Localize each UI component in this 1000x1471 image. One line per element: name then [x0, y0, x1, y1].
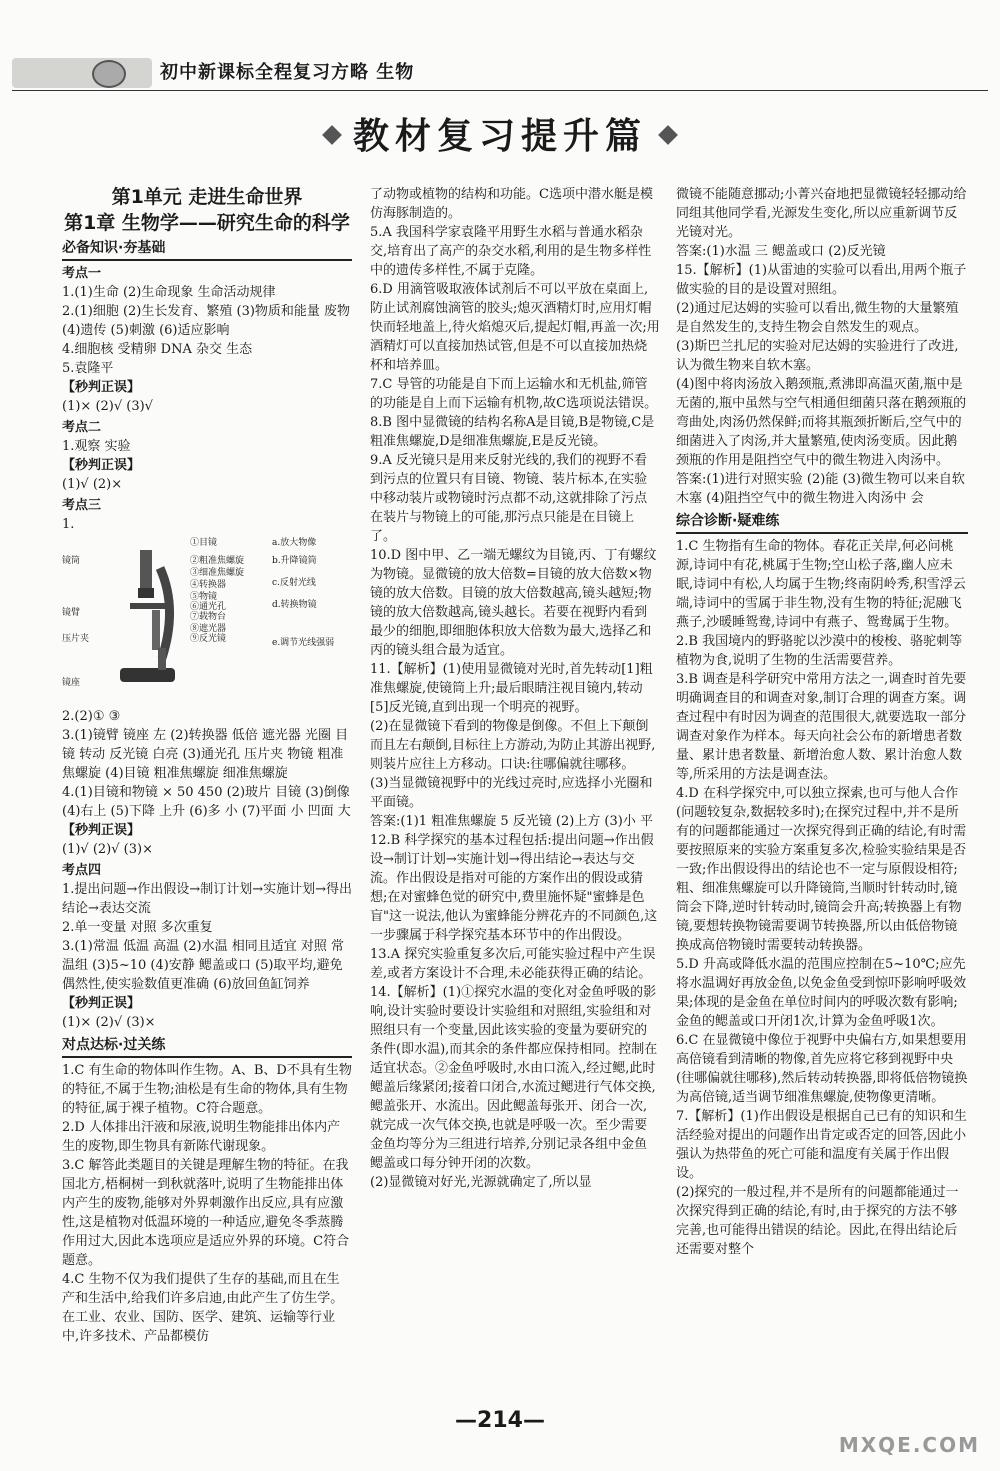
figure-label: ⑦载物台 [190, 612, 227, 622]
text-line: 14.【解析】(1)①探究水温的变化对金鱼呼吸的影响,设计实验时要设计实验组和对照组,实验组和对照组只有一个变量,因此该实验的变量为要研究的条件(即水温),而其余的条件都应保持相同。控制在适宜状态。②金鱼呼吸时,水由口流入,经过鳃,此时鳃盖后缘紧闭;接着口闭合,水流过鳃进行气体交换,鳃盖张开、水流出。因此鳃盖每张开、闭合一次,就完成一次气体交换,也就是呼吸一次。至少需要金鱼均等分为三组进行培养,分别记录各组中金鱼鳃盖或口每分钟开闭的次数。 [370, 985, 658, 1171]
quick-judge-answers: (1)× (2)√ (3)√ [62, 399, 153, 414]
text-line: (2)在显微镜下看到的物像是倒像。不但上下颠倒而且左右颠倒,目标往上方游动,为防止其游出视野,则装片应往上方移动。口诀:往哪偏就往哪移。 [370, 719, 656, 772]
kaodian-heading: 考点四 [62, 863, 102, 878]
text-line: 答案:(1)1 粗准焦螺旋 5 反光镜 (2)上方 (3)小 平 [370, 814, 653, 829]
series-title: 初中新课标全程复习方略 生物 [160, 62, 415, 83]
kaodian-2-answers [62, 437, 352, 456]
question-number: 1. [62, 517, 75, 532]
banner-title: 教材复习提升篇 [352, 116, 647, 157]
kaodian-heading: 考点三 [62, 498, 102, 513]
quick-judge-answers: (1)√ (2)× [62, 477, 123, 492]
text-line: 1.提出问题→作出假设→制订计划→实施计划→得出结论→表达交流 [62, 882, 352, 916]
unit-title: 第1单元 走进生命世界 [111, 186, 303, 208]
figure-label: 压片夹 [62, 634, 90, 644]
text-line: 8.B 图中显微镜的结构名称A是目镜,B是物镜,C是粗准焦螺旋,D是细准焦螺旋,E是反光镜。 [370, 415, 655, 449]
figure-label: ④转换器 [190, 580, 227, 590]
column-3 [676, 185, 968, 1259]
figure-label: d.转换物镜 [272, 600, 317, 610]
figure-label: ①目镜 [190, 538, 218, 548]
page-number: —214— [455, 1408, 545, 1433]
text-line: (2)显微镜对好光,光源就确定了,所以显 [370, 1175, 592, 1190]
text-line: 4.D 在科学探究中,可以独立探索,也可与他人合作(问题较复杂,数据较多时);在探究过程中,并不是所有的问题都能通过一次探究得到正确的结论,有时需要按照原来的实验方案重复多次,检验实验结果是否一致;作出假设得出的结论也不一定与原假设相符;粗、细准焦螺旋可以升降镜筒,当顺时针转动时,镜筒会下降,逆时针转动时,镜筒会升高;转换器上有物镜,要想转换物镜需要调节转换器,所以由低倍物镜换成高倍物镜时需要转动转换器。 [676, 786, 967, 953]
question-answers [676, 185, 968, 508]
figure-label: c.反射光线 [272, 578, 316, 588]
text-line: 2.D 人体排出汗液和尿液,说明生物能排出体内产生的废物,即生物具有新陈代谢现象。 [62, 1120, 341, 1154]
chapter-title: 第1章 生物学——研究生命的科学 [64, 212, 350, 234]
text-line: (2)通过尼达姆的实验可以看出,微生物的大量繁殖是自然发生的,支持生物会自然发生的观点。 [676, 301, 959, 335]
kaodian-heading: 考点二 [62, 420, 102, 435]
figure-label: 镜臂 [62, 608, 81, 618]
text-line: 3.C 解答此类题目的关键是理解生物的特征。在我国北方,梧桐树一到秋就落叶,说明了生物能排出体内产生的废物,能够对外界刺激作出反应,具有应激性,这是植物对低温环境的一种适应,避免冬季蒸腾作用过大,因此本选项应是适应外界的环境。C符合题意。 [62, 1158, 350, 1268]
kaodian-4-answers [62, 880, 352, 994]
text-line: 5.A 我国科学家袁隆平用野生水稻与普通水稻杂交,培育出了高产的杂交水稻,利用的是生物多样性中的遗传多样性,不属于克隆。 [370, 225, 652, 278]
figure-label: ⑨反光镜 [190, 634, 227, 644]
kaodian-1-answers [62, 283, 352, 378]
text-line: 答案:(1)水温 三 鳃盖或口 (2)反光镜 [676, 244, 886, 259]
text-line: 10.D 图中甲、乙一端无螺纹为目镜,丙、丁有螺纹为物镜。显微镜的放大倍数=目镜的放大倍数×物镜的放大倍数。目镜的放大倍数越高,镜头越短;物镜的放大倍数越高,镜头越长。若要在视野内看到最少的细胞,即细胞体积放大倍数为最大,选择乙和丙的镜头组合最为适宜。 [370, 548, 657, 658]
text-line: 4.细胞核 受精卵 DNA 杂交 生态 [62, 342, 253, 357]
text-line: 1.C 有生命的物体叫作生物。A、B、D不具有生物的特征,不属于生物;油松是有生命的物体,具有生物的特征,属于裸子植物。C符合题意。 [62, 1063, 352, 1116]
text-line: (3)斯巴兰扎尼的实验对尼达姆的实验进行了改进,认为微生物来自软木塞。 [676, 339, 959, 373]
header-rule [12, 90, 988, 91]
microscope-icon [110, 548, 180, 688]
page-header [0, 0, 1000, 95]
text-line: 4.C 生物不仅为我们提供了生存的基础,而且在生产和生活中,给我们许多启迪,由此产生了仿生学。在工业、农业、国防、医学、建筑、运输等行业中,许多技术、产品都模仿 [62, 1272, 344, 1344]
section-heading: 综合诊断·疑难练 [676, 512, 968, 534]
text-line: 2.(1)细胞 (2)生长发育、繁殖 (3)物质和能量 废物 (4)遗传 (5)刺激 (6)适应影响 [62, 304, 351, 338]
figure-label: ⑤物镜 [190, 592, 218, 602]
text-line: 11.【解析】(1)使用显微镜对光时,首先转动[1]粗准焦螺旋,使镜筒上升;最后眼睛注视目镜内,转动[5]反光镜,直到出现一个明亮的视野。 [370, 662, 653, 715]
text-line: 7.C 导管的功能是自下而上运输水和无机盐,筛管的功能是自上而下运输有机物,故C选项说法错误。 [370, 377, 658, 411]
text-line: (3)当显微镜视野中的光线过亮时,应选择小光圈和平面镜。 [370, 776, 653, 810]
figure-label: b.升降镜筒 [272, 556, 317, 566]
watermark: MXQE.COM [838, 1433, 980, 1457]
text-line: (2)探究的一般过程,并不是所有的问题都能通过一次探究得到正确的结论,有时,由于探究的方法不够完善,也可能得出错误的结论。因此,在得出结论后还需要对整个 [676, 1185, 959, 1257]
figure-label: 镜筒 [62, 556, 81, 566]
text-line: 3.(1)镜臂 镜座 左 (2)转换器 低倍 遮光器 光圈 目镜 转动 反光镜 白亮 (3)通光孔 压片夹 物镜 粗准焦螺旋 (4)目镜 粗准焦螺旋 细准焦螺旋 [62, 728, 349, 781]
text-line: 5.袁隆平 [62, 361, 114, 376]
text-line: (4)图中将肉汤放入鹅颈瓶,煮沸即高温灭菌,瓶中是无菌的,瓶中虽然与空气相通但细菌只落在鹅颈瓶的弯曲处,肉汤仍然保鲜;而将其瓶颈折断后,空气中的细菌进入了肉汤,并大量繁殖,使肉汤变质。因此鹅颈瓶的作用是阻挡空气中的微生物进入肉汤中。 [676, 377, 967, 468]
text-line: 9.A 反光镜只是用来反射光线的,我们的视野不看到污点的位置只有目镜、物镜、装片标本,在实验中移动装片或物镜时污点都不动,这就排除了污点在装片与物镜上的可能,那污点只能是在目镜上了。 [370, 453, 648, 544]
text-line: 13.A 探究实验重复多次后,可能实验过程中产生误差,或者方案设计不合理,未必能获得正确的结论。 [370, 947, 656, 981]
text-line: 6.D 用滴管吸取液体试剂后不可以平放在桌面上,防止试剂腐蚀滴管的胶头;熄灭酒精灯时,应用灯帽快而轻地盖上,待火焰熄灭后,提起灯帽,再盖一次;用酒精灯可以直接加热试管,但是不可以直接加热烧杯和培养皿。 [370, 282, 660, 373]
text-line: 3.B 调查是科学研究中常用方法之一,调查时首先要明确调查目的和调查对象,制订合理的调查方案。调查过程中有时因为调查的范围很大,就要选取一部分调查对象作为样本。每天向社会公布的新增患者数量、累计患者数量、新增治愈人数、累计治愈人数等,所采用的方法是调查法。 [676, 672, 967, 782]
text-line: 6.C 在显微镜中像位于视野中央偏右方,如果想要用高倍镜看到清晰的物像,首先应将它移到视野中央(往哪偏就往哪移),然后转动转换器,即将低倍物镜换为高倍镜,适当调节细准焦螺旋,使物像更清晰。 [676, 1033, 968, 1105]
text-line: 微镜不能随意挪动;小菁兴奋地把显微镜轻轻挪动给同组其他同学看,光源发生变化,所以应重新调节反光镜对光。 [676, 187, 967, 240]
quick-judge-label: 【秒判正误】 [62, 458, 141, 473]
question-answers [370, 185, 660, 1192]
column-2 [370, 185, 660, 1192]
text-line: 3.(1)常温 低温 高温 (2)水温 相同且适宜 对照 常温组 (3)5~10 (4)安静 鳃盖或口 (5)取平均,避免偶然性,使实验数值更准确 (6)放回鱼缸饲养 [62, 939, 345, 992]
figure-label: ②粗准焦螺旋 [190, 556, 245, 566]
diamond-icon [658, 125, 678, 145]
text-line: 1.C 生物指有生命的物体。春花正关岸,何必问桃源,诗词中有花,桃属于生物;空山松子落,幽人应未眠,诗词中有松,人均属于生物;终南阴岭秀,积雪浮云端,诗词中的雪属于非生物,没有生物的特征;泥融飞燕子,沙暖睡鸳鸯,诗词中有燕子、鸳鸯属于生物。 [676, 539, 966, 630]
text-line: 答案:(1)进行对照实验 (2)能 (3)微生物可以来自软木塞 (4)阻挡空气中的微生物进入肉汤中 会 [676, 472, 965, 506]
text-line: 2.B 我国境内的野骆驼以沙漠中的梭梭、骆驼刺等植物为食,说明了生物的生活需要营养。 [676, 634, 963, 668]
kaodian-3-answers [62, 707, 352, 821]
section-heading: 必备知识·夯基础 [62, 239, 352, 261]
text-line: 1.观察 实验 [62, 439, 131, 454]
figure-label: ⑥通光孔 [190, 602, 227, 612]
quick-judge-answers: (1)√ (2)√ (3)× [62, 842, 153, 857]
text-line: 2.单一变量 对照 多次重复 [62, 920, 213, 935]
header-decoration [12, 58, 152, 88]
text-line: 12.B 科学探究的基本过程包括:提出问题→作出假设→制订计划→实施计划→得出结论→表达与交流。作出假设是指对可能的方案作出的假设或猜想;在对蜜蜂色觉的研究中,费里施怀疑"蜜蜂是色盲"这一说法,他认为蜜蜂能分辨花卉的不同颜色,这一步骤属于科学探究基本环节中的作出假设。 [370, 833, 658, 943]
eye-logo-icon [92, 60, 126, 88]
figure-label: e.调节光线强弱 [272, 638, 335, 648]
quick-judge-label: 【秒判正误】 [62, 823, 141, 838]
figure-label: ⑧遮光器 [190, 624, 227, 634]
text-line: 了动物或植物的结构和功能。C选项中潜水艇是模仿海豚制造的。 [370, 187, 653, 221]
section-heading: 对点达标·过关练 [62, 1036, 352, 1058]
figure-label: ③细准焦螺旋 [190, 568, 245, 578]
quick-judge-answers: (1)× (2)√ (3)× [62, 1015, 156, 1030]
diamond-icon [322, 125, 342, 145]
microscope-figure [62, 538, 352, 703]
column-1 [62, 185, 352, 1346]
kaodian-heading: 考点一 [62, 266, 102, 281]
text-line: 2.(2)① ③ [62, 709, 121, 724]
section-banner [0, 108, 1000, 159]
question-answers [676, 537, 968, 1259]
text-line: 7.【解析】(1)作出假设是根据自己已有的知识和生活经验对提出的问题作出肯定或否定的回答,因此小强认为热带鱼的死亡可能和温度有关属于作出假设。 [676, 1109, 967, 1181]
figure-label: 镜座 [62, 678, 81, 688]
text-line: 15.【解析】(1)从雷迪的实验可以看出,用两个瓶子做实验的目的是设置对照组。 [676, 263, 967, 297]
figure-label: a.放大物像 [272, 538, 317, 548]
text-line: 5.D 升高或降低水温的范围应控制在5~10℃;应先将水温调好再放金鱼,以免金鱼受到惊吓影响呼吸效果;体现的是金鱼在单位时间内的呼吸次数有影响;金鱼的鳃盖或口开闭1次,计算为金鱼呼吸1次。 [676, 957, 967, 1029]
text-line: 1.(1)生命 (2)生命现象 生命活动规律 [62, 285, 276, 300]
text-line: 4.(1)目镜和物镜 × 50 450 (2)玻片 目镜 (3)倒像 (4)右上 (5)下降 上升 (6)多 小 (7)平面 小 凹面 大 [62, 785, 351, 819]
question-answers [62, 1061, 352, 1346]
quick-judge-label: 【秒判正误】 [62, 996, 141, 1011]
quick-judge-label: 【秒判正误】 [62, 380, 141, 395]
